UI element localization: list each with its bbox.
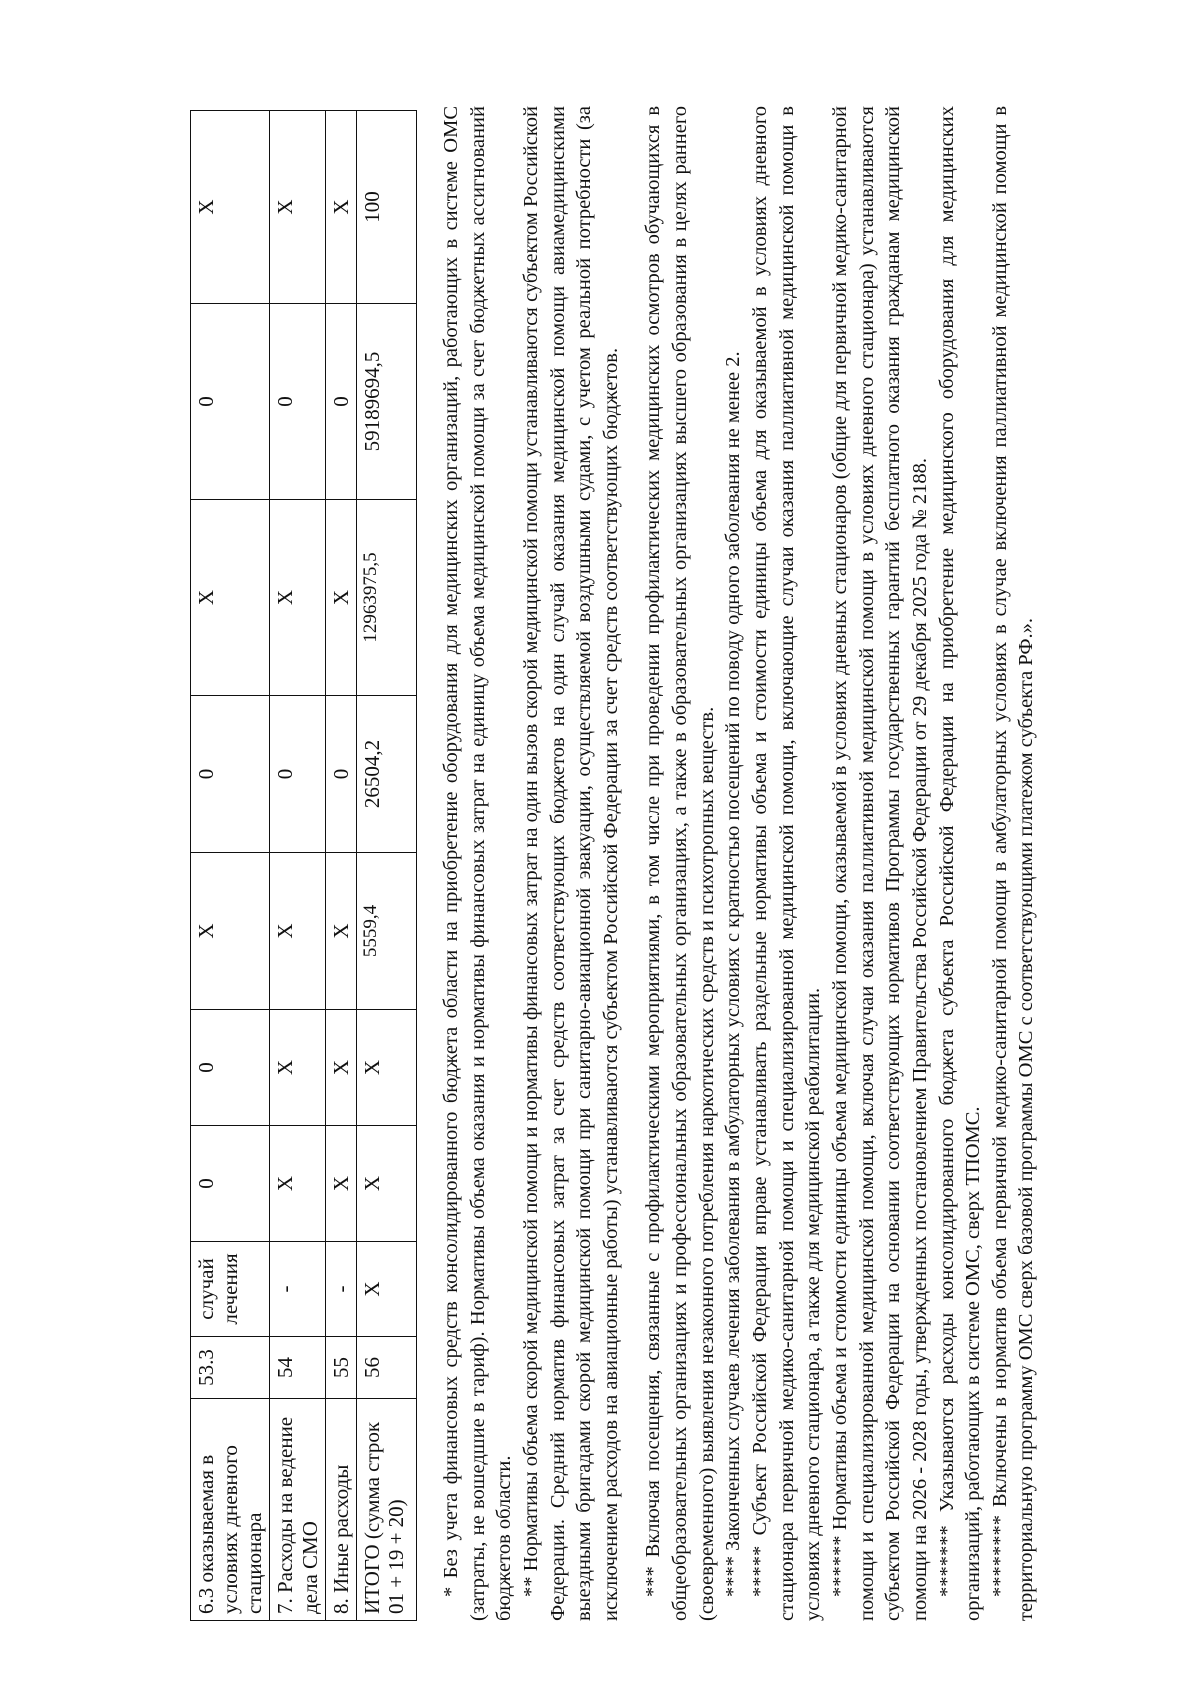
footnote: ***** Субъект Российской Федерации вправе устанавливать раздельные нормативы объема и стоимости единицы объема для оказываемой в условиях дневного стационара первичной медико-санитарной помощи и специализированной медицинской помощи, включающие случаи оказания паллиативной медицинской помощи в условиях дневного стационара, а также для медицинской реабилитации. [749, 106, 825, 1621]
row-number: 55 [325, 1337, 356, 1399]
table-cell: X [191, 500, 270, 696]
table-cell: X [191, 853, 270, 1010]
row-number: 54 [270, 1337, 325, 1399]
row-number: 56 [356, 1337, 416, 1399]
table-cell: X [356, 1126, 416, 1242]
footnote: ******* Указываются расходы консолидированного бюджета субъекта Российской Федерации на приобретение медицинского оборудования для медицинских организаций, работающих в системе ОМС, сверх ТПОМС. [935, 106, 985, 1621]
table-cell: 0 [191, 304, 270, 500]
footnote: * Без учета финансовых средств консолидированного бюджета области на приобретение оборудования для медицинских организаций, работающих в системе ОМС (затраты, не вошедшие в тариф). Нормативы объема оказания и нормативы финансовых затрат на единицу объема медицинской помощи за счет бюджетных ассигнований бюджетов области. [440, 106, 516, 1621]
footnote: ** Нормативы объема скорой медицинской помощи и нормативы финансовых затрат на один вызов скорой медицинской помощи устанавливаются субъектом Российской Федерации. Средний норматив финансовых затрат за счет средств соответствующих бюджетов на один случай оказания медицинской помощи авиамедицинскими выездными бригадами скорой медицинской помощи при санитарно-авиационной эвакуации, осуществляемой воздушными судами, с учетом реальной потребности (за исключением расходов на авиационные работы) устанавливаются субъектом Российской Федерации за счет средств соответствующих бюджетов. [519, 106, 622, 1621]
table-cell: X [325, 853, 356, 1010]
footnote: **** Законченных случаев лечения заболевания в амбулаторных условиях с кратностью посещений по поводу одного заболевания не менее 2. [722, 351, 745, 1597]
table-row [270, 111, 325, 1621]
table-cell: X [270, 1010, 325, 1126]
table-cell: X [325, 500, 356, 696]
table-cell: 0 [270, 304, 325, 500]
table-cell: 5559,4 [356, 853, 416, 1010]
row-unit: X [356, 1242, 416, 1337]
footnote: ****** Нормативы объема и стоимости единицы объема медицинской помощи, оказываемой в условиях дневных стационаров (общие для первичной медико-санитарной помощи и специализированной медицинской помощи, включая случаи оказания паллиативной медицинской помощи в условиях дневного стационара) устанавливаются субъектом Российской Федерации на основании соответствующих нормативов Программы государственных гарантий бесплатного оказания гражданам медицинской помощи на 2026 - 2028 годы, утвержденных постановлением Правительства Российской Федерации от 29 декабря 2025 года № 2188. [828, 106, 931, 1621]
table-cell: 0 [191, 696, 270, 853]
row-name: 7. Расходы на ведение дела СМО [270, 1399, 325, 1621]
table-cell: 0 [270, 696, 325, 853]
row-name: 6.3 оказываемая в условиях дневного стационара [191, 1399, 270, 1621]
table-cell: 0 [191, 1126, 270, 1242]
row-name: ИТОГО (сумма строк 01 + 19 + 20) [356, 1399, 416, 1621]
table-row [191, 111, 270, 1621]
table-cell: 26504,2 [356, 696, 416, 853]
footnotes [438, 106, 1040, 1621]
table-cell: 0 [325, 696, 356, 853]
footnote: *** Включая посещения, связанные с профилактическими мероприятиями, в том числе при проведении профилактических медицинских осмотров обучающихся в общеобразовательных организациях и профессиональных образовательных организациях, а также в образовательных организациях высшего образования в целях раннего (своевременного) выявления незаконного потребления наркотических средств и психотропных веществ. [642, 106, 718, 1621]
table-cell: 0 [325, 304, 356, 500]
row-unit: случай лечения [191, 1242, 270, 1337]
table-cell: X [191, 111, 270, 304]
footnote: ******** Включены в норматив объема первичной медико-санитарной помощи в амбулаторных условиях в случае включения паллиативной медицинской помощи в территориальную программу ОМС сверх базовой программы ОМС с соответствующими платежом субъекта РФ.». [988, 106, 1038, 1621]
table-cell: X [270, 111, 325, 304]
summary-table [190, 110, 417, 1621]
row-unit: - [325, 1242, 356, 1337]
table-cell: X [270, 1126, 325, 1242]
table-cell: X [356, 1010, 416, 1126]
table-row [325, 111, 356, 1621]
table-cell: 100 [356, 111, 416, 304]
table-cell: X [270, 853, 325, 1010]
table-cell: 0 [191, 1010, 270, 1126]
table-cell: X [325, 1010, 356, 1126]
table-cell: X [325, 1126, 356, 1242]
table-row [356, 111, 416, 1621]
table-cell: 12963975,5 [356, 500, 416, 696]
row-number: 53.3 [191, 1337, 270, 1399]
table-cell: X [270, 500, 325, 696]
table-cell: 59189694,5 [356, 304, 416, 500]
table-cell: X [325, 111, 356, 304]
row-name: 8. Иные расходы [325, 1399, 356, 1621]
row-unit: - [270, 1242, 325, 1337]
